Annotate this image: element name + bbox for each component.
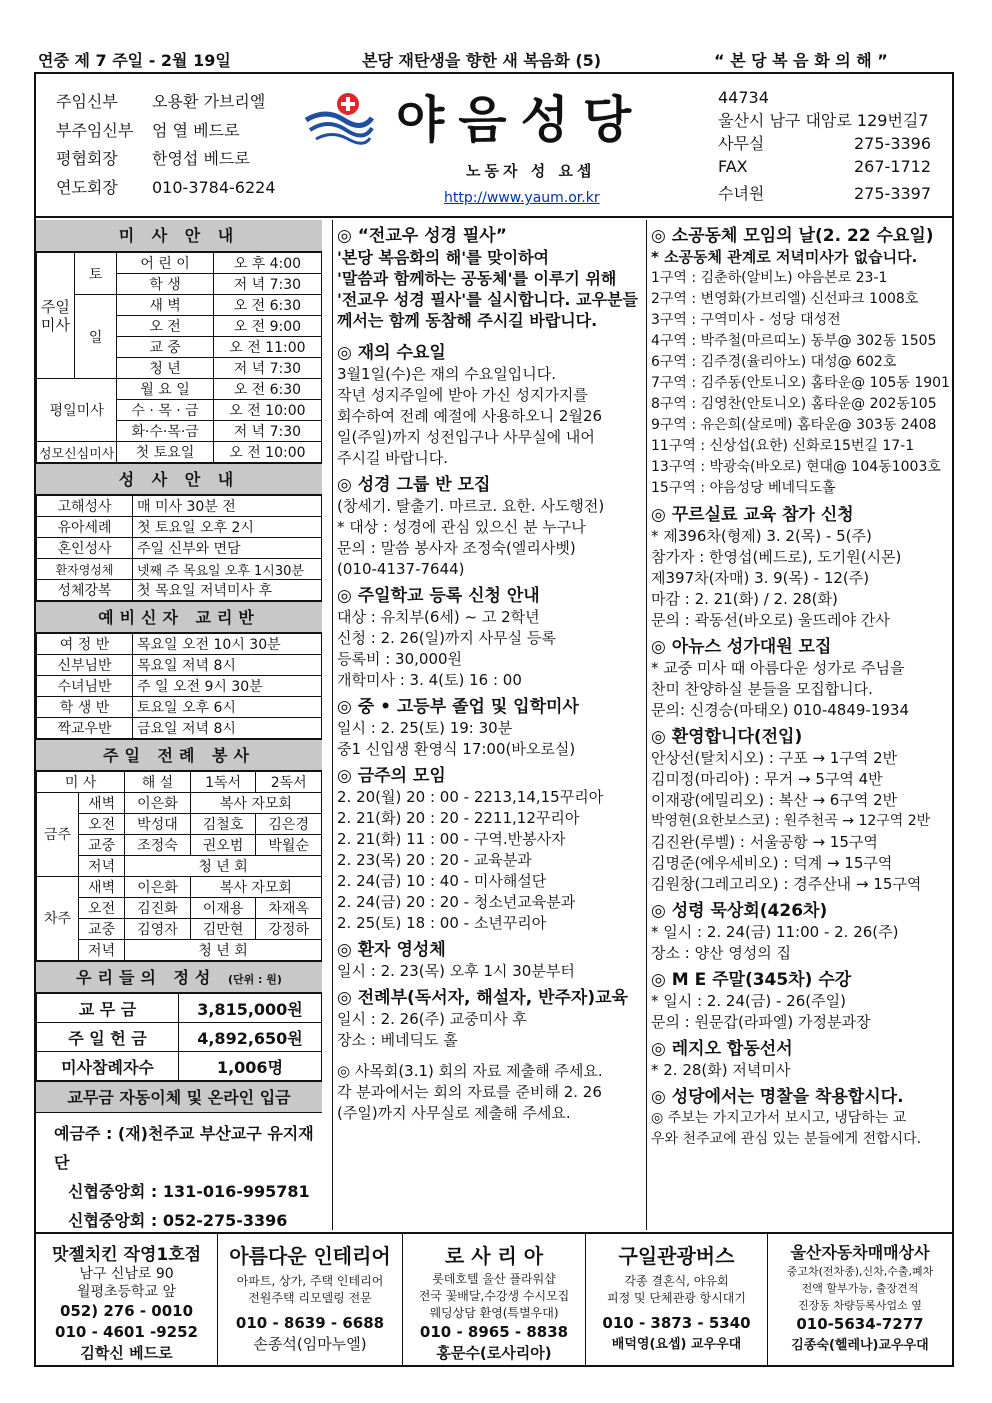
mass-name: 어 린 이 bbox=[117, 253, 213, 274]
mass-time: 오 전 10:00 bbox=[213, 400, 321, 421]
ad-rosaria bbox=[403, 1234, 586, 1367]
district-item: 13구역 : 박광숙(바오로) 현대@ 104동1003호 bbox=[651, 459, 941, 475]
mass-name: 학 생 bbox=[117, 274, 213, 295]
welcome-item: 김명준(에우세비오) : 덕계 → 15구역 bbox=[651, 854, 893, 872]
sacrament-name: 고해성사 bbox=[37, 496, 133, 517]
staff-label: 부주임신부 bbox=[56, 120, 134, 140]
notice-line: 2. 20(월) 20 : 00 - 2213,14,15꾸리아 bbox=[337, 788, 604, 806]
office-phone: 275-3396 bbox=[854, 134, 932, 153]
mass-name: 오 전 bbox=[117, 316, 213, 337]
sacrament-info: 첫 목요일 저녁미사 후 bbox=[133, 580, 322, 601]
sacrament-name: 유아세례 bbox=[37, 517, 133, 538]
notice-line: 찬미 찬양하실 분들을 모집합니다. bbox=[651, 680, 873, 698]
ad-line: 각종 결혼식, 야유회 bbox=[624, 1274, 729, 1288]
mass-slot: 교중 bbox=[79, 919, 125, 940]
notice-line: 문의 : 원문갑(라파엘) 가정분과장 bbox=[651, 1013, 871, 1031]
reader: 복사 자모회 bbox=[190, 793, 321, 814]
bank-info bbox=[36, 1113, 322, 1235]
notice-line: ◎ 주보는 가지고가서 보시고, 냉담하는 교 bbox=[651, 1110, 907, 1126]
section-title: ◎ 전례부(독서자, 해설자, 반주자)교육 bbox=[337, 988, 628, 1008]
class-time: 금요일 저녁 8시 bbox=[133, 718, 322, 739]
notice-line: * 소공동체 관계로 저녁미사가 없습니다. bbox=[651, 248, 918, 266]
notice-line: 장소 : 양산 영성의 집 bbox=[651, 944, 792, 962]
notice-line: ◎ 사목회(3.1) 회의 자료 제출해 주세요. bbox=[337, 1062, 603, 1080]
notice-line: * 2. 28(화) 저녁미사 bbox=[651, 1061, 791, 1079]
mass-time: 오 전 6:30 bbox=[213, 379, 321, 400]
section-title: ◎ 성당에서는 명찰을 착용합시다. bbox=[651, 1087, 904, 1107]
notice-line: 일시 : 2. 23(목) 오후 1시 30분부터 bbox=[337, 962, 575, 980]
offering-header bbox=[36, 961, 322, 993]
parish-title: 야음성당 bbox=[396, 91, 646, 149]
sacred-heart-label: 성모신심미사 bbox=[37, 442, 117, 463]
sacrament-table bbox=[36, 495, 322, 601]
bank-header: 교무금 자동이체 및 온라인 입금 bbox=[36, 1081, 322, 1113]
notice-line: (창세기. 탈출기. 마르코. 요한. 사도행전) bbox=[337, 497, 605, 515]
ad-phone: 052) 276 - 0010 bbox=[59, 1302, 194, 1320]
notice-line: * 일시 : 2. 24(금) - 26(주일) bbox=[651, 992, 846, 1010]
ad-line: 전원주택 리모델링 전문 bbox=[248, 1291, 372, 1305]
ad-line: 웨딩상담 환영(특별우대) bbox=[429, 1306, 559, 1320]
zip-code: 44734 bbox=[718, 88, 769, 107]
account-number: 신협중앙회 : 131-016-995781 bbox=[68, 1182, 310, 1201]
youth-group: 청 년 회 bbox=[125, 856, 322, 877]
district-item: 11구역 : 신상섭(요한) 신화로15번길 17-1 bbox=[651, 438, 915, 454]
notice-line: * 대상 : 성경에 관심 있으신 분 누구나 bbox=[337, 518, 586, 536]
section-title: ◎ 성경 그룹 반 모집 bbox=[337, 475, 491, 495]
ad-phone: 010 - 8639 - 6688 bbox=[235, 1314, 385, 1332]
reader: 권오범 bbox=[190, 835, 256, 856]
mass-name: 수 · 목 · 금 bbox=[117, 400, 213, 421]
ad-line: 피정 및 단체관광 항시대기 bbox=[607, 1291, 746, 1305]
notice-line: 장소 : 베네딕도 홀 bbox=[337, 1031, 458, 1049]
sacrament-info: 매 미사 30분 전 bbox=[133, 496, 322, 517]
sacrament-header: 성 사 안 내 bbox=[36, 463, 322, 495]
sacrament-name: 성체강복 bbox=[37, 580, 133, 601]
mass-slot: 저녁 bbox=[79, 940, 125, 961]
this-week-label: 금주 bbox=[37, 793, 79, 877]
staff-label: 주임신부 bbox=[56, 92, 118, 111]
district-item: 6구역 : 김주경(율리아노) 대성@ 602호 bbox=[651, 354, 897, 370]
ad-owner: 김학신 베드로 bbox=[80, 1344, 173, 1362]
liturgy-header: 주일 전례 봉사 bbox=[36, 739, 322, 771]
ad-line: 전액 할부가능, 출장견적 bbox=[801, 1282, 919, 1295]
mass-time: 오 전 6:30 bbox=[213, 295, 321, 316]
notice-line: 주시길 바랍니다. bbox=[337, 449, 448, 467]
ad-phone: 010 - 8965 - 8838 bbox=[419, 1323, 569, 1341]
offering-value: 3,815,000원 bbox=[179, 994, 322, 1023]
saturday-label: 토 bbox=[74, 253, 117, 295]
welcome-item: 김진완(루벨) : 서울공항 → 15구역 bbox=[651, 833, 878, 851]
youth-group: 청 년 회 bbox=[125, 940, 322, 961]
district-item: 15구역 : 야음성당 베네딕도홀 bbox=[651, 480, 836, 496]
notice-line: 대상 : 유치부(6세) ~ 고 2학년 bbox=[337, 608, 540, 626]
notice-line: 2. 24(금) 20 : 20 - 청소년교육분과 bbox=[337, 893, 576, 911]
notice-line: 작년 성지주일에 받아 가신 성지가지를 bbox=[337, 386, 588, 404]
mass-time: 오 전 9:00 bbox=[213, 316, 321, 337]
welcome-item: 박영현(요한보스코) : 원주천곡 → 12구역 2반 bbox=[651, 813, 931, 829]
commentator: 조정숙 bbox=[125, 835, 191, 856]
sunday-mass-label: 주일미사 bbox=[37, 253, 75, 379]
notice-line: 참가자 : 한영섭(베드로), 도기원(시몬) bbox=[651, 548, 902, 566]
mass-table bbox=[36, 252, 322, 463]
staff-value: 010-3784-6224 bbox=[152, 177, 276, 197]
fax-number: 267-1712 bbox=[854, 157, 932, 176]
notice-line: 2. 21(화) 11 : 00 - 구역.반봉사자 bbox=[337, 830, 566, 848]
masthead bbox=[36, 74, 952, 218]
district-item: 2구역 : 변영화(가브리엘) 신선파크 1008호 bbox=[651, 291, 919, 307]
class-name: 여 정 반 bbox=[37, 634, 133, 655]
liturgy-col: 2독서 bbox=[256, 772, 322, 793]
notice-line: * 제396차(형제) 3. 2(목) - 5(주) bbox=[651, 527, 872, 545]
ad-owner: 배덕영(요셉) 교우우대 bbox=[611, 1337, 742, 1352]
ad-chicken bbox=[36, 1234, 218, 1367]
reader: 강정하 bbox=[256, 919, 322, 940]
class-name: 수녀님반 bbox=[37, 676, 133, 697]
mass-slot: 교중 bbox=[79, 835, 125, 856]
patron-saint: 노동자 성 요셉 bbox=[466, 162, 596, 180]
mass-time: 저 녁 7:30 bbox=[213, 358, 321, 379]
parish-url-link[interactable]: http://www.yaum.or.kr bbox=[444, 190, 600, 206]
section-title: ◎ 레지오 합동선서 bbox=[651, 1039, 793, 1059]
commentator: 이은화 bbox=[125, 877, 191, 898]
district-item: 7구역 : 김주동(안토니오) 홈타운@ 105동 1901 bbox=[651, 375, 950, 391]
ad-owner: 김종숙(헬레나)교우우대 bbox=[791, 1338, 929, 1353]
notice-line: 제397차(자매) 3. 9(목) - 12(주) bbox=[651, 569, 870, 587]
district-item: 8구역 : 김영찬(안토니오) 홈타운@ 202동105 bbox=[651, 396, 937, 412]
mass-name: 청 년 bbox=[117, 358, 213, 379]
notice-line: 문의 : 말씀 봉사자 조정숙(엘리사벳) bbox=[337, 539, 576, 557]
section-title: ◎ 소공동체 모임의 날(2. 22 수요일) bbox=[651, 226, 934, 246]
liturgy-col: 1독서 bbox=[190, 772, 256, 793]
sunday-label: 일 bbox=[74, 295, 117, 379]
notice-line: 3월1일(수)은 재의 수요일입니다. bbox=[337, 365, 556, 383]
ad-line: 진장동 차량등록사업소 옆 bbox=[798, 1299, 922, 1312]
notice-line: 2. 21(화) 20 : 20 - 2211,12꾸리아 bbox=[337, 809, 580, 827]
ad-title: 구일관광버스 bbox=[618, 1244, 735, 1268]
mass-time: 저 녁 7:30 bbox=[213, 421, 321, 442]
notice-line: (010-4137-7644) bbox=[337, 560, 465, 578]
ad-title: 아름다운 인테리어 bbox=[229, 1244, 391, 1268]
notice-line: 문의: 신경승(마태오) 010-4849-1934 bbox=[651, 701, 910, 719]
welcome-item: 안상선(탈치시오) : 구포 → 1구역 2반 bbox=[651, 749, 898, 767]
notice-line: 개학미사 : 3. 4(토) 16 : 00 bbox=[337, 671, 522, 689]
notice-line: * 일시 : 2. 24(금) 11:00 - 2. 26(주) bbox=[651, 923, 899, 941]
series-title: 본당 재탄생을 향한 새 복음화 (5) bbox=[362, 51, 602, 70]
reader: 김철호 bbox=[190, 814, 256, 835]
reader: 김은경 bbox=[256, 814, 322, 835]
liturgy-table bbox=[36, 771, 322, 961]
liturgical-date: 연중 제 7 주일 - 2월 19일 bbox=[38, 51, 231, 70]
notice-line: 일(주일)까지 성전입구나 사무실에 내어 bbox=[337, 428, 595, 446]
welcome-item: 김미정(마리아) : 무거 → 5구역 4반 bbox=[651, 770, 883, 788]
district-item: 9구역 : 유은희(살로메) 홈타운@ 303동 2408 bbox=[651, 417, 937, 433]
street-address: 울산시 남구 대암로 129번길7 bbox=[718, 111, 929, 130]
staff-label: 연도회장 bbox=[56, 177, 118, 197]
notice-line: '말씀과 함께하는 공동체'를 이루기 위해 bbox=[337, 269, 617, 288]
weekday-mass-label: 평일미사 bbox=[37, 379, 117, 442]
mass-time: 오 전 11:00 bbox=[213, 337, 321, 358]
ad-line: 월평초등학교 앞 bbox=[76, 1284, 177, 1300]
notice-line: 회수하여 전례 예절에 사용하오니 2월26 bbox=[337, 407, 603, 425]
class-time: 목요일 오전 10시 30분 bbox=[133, 634, 322, 655]
section-title: ◎ “전교우 성경 필사” bbox=[337, 226, 507, 246]
ad-owner: 홍문수(로사리아) bbox=[436, 1344, 552, 1362]
mass-name: 화·수·목·금 bbox=[117, 421, 213, 442]
staff-value: 오용환 가브리엘 bbox=[152, 92, 266, 111]
sacrament-info: 넷째 주 목요일 오후 1시30분 bbox=[133, 559, 322, 580]
commentator: 이은화 bbox=[125, 793, 191, 814]
class-name: 학 생 반 bbox=[37, 697, 133, 718]
parish-logo-icon bbox=[304, 88, 374, 146]
sacrament-info: 첫 토요일 오후 2시 bbox=[133, 517, 322, 538]
ad-title: 울산자동차매매상사 bbox=[790, 1243, 930, 1262]
sacrament-name: 혼인성사 bbox=[37, 538, 133, 559]
bulletin-frame bbox=[34, 72, 954, 1367]
right-column bbox=[646, 220, 952, 1230]
staff-value: 한영섭 베드로 bbox=[152, 149, 250, 168]
notice-line: * 교중 미사 때 아름다운 성가로 주님을 bbox=[651, 659, 905, 677]
ad-title: 로 사 리 아 bbox=[444, 1244, 544, 1268]
mass-slot: 저녁 bbox=[79, 856, 125, 877]
class-time: 주 일 오전 9시 30분 bbox=[133, 676, 322, 697]
fax-label: FAX bbox=[718, 157, 748, 176]
ad-title: 맛젤치킨 작영1호점 bbox=[51, 1245, 202, 1265]
reader: 차재옥 bbox=[256, 898, 322, 919]
notice-line: 중1 신입생 환영식 17:00(바오로실) bbox=[337, 740, 576, 758]
class-name: 짝교우반 bbox=[37, 718, 133, 739]
mass-slot: 새벽 bbox=[79, 877, 125, 898]
welcome-item: 김원창(그레고리오) : 경주산내 → 15구역 bbox=[651, 875, 922, 893]
notice-line: '본당 복음화의 해'를 맞이하여 bbox=[337, 248, 549, 267]
account-holder: 예금주 : (재)천주교 부산교구 유지재단 bbox=[54, 1124, 314, 1172]
notice-line: (주일)까지 사무실로 제출해 주세요. bbox=[337, 1104, 571, 1122]
ad-line: 전국 꽃배달,수강생 수시모집 bbox=[418, 1289, 570, 1303]
sacrament-name: 환자영성체 bbox=[37, 559, 133, 580]
welcome-item: 이재광(에밀리오) : 복산 → 6구역 2반 bbox=[651, 791, 898, 809]
mass-name: 월 요 일 bbox=[117, 379, 213, 400]
reader: 박월순 bbox=[256, 835, 322, 856]
reader: 김만현 bbox=[190, 919, 256, 940]
ad-line: 남구 신남로 90 bbox=[79, 1266, 174, 1282]
reader: 이재용 bbox=[190, 898, 256, 919]
offering-table bbox=[36, 993, 322, 1081]
mass-name: 첫 토요일 bbox=[117, 442, 213, 463]
catechumen-header: 예비신자 교리반 bbox=[36, 601, 322, 633]
liturgy-col: 해 설 bbox=[125, 772, 191, 793]
convent-label: 수녀원 bbox=[718, 184, 765, 203]
notice-line: 문의 : 곽동선(바오로) 울뜨레야 간사 bbox=[651, 611, 890, 629]
notice-line: 마감 : 2. 21(화) / 2. 28(화) bbox=[651, 590, 838, 608]
section-title: ◎ 꾸르실료 교육 참가 신청 bbox=[651, 505, 854, 525]
offering-value: 4,892,650원 bbox=[179, 1023, 322, 1052]
class-time: 토요일 오후 6시 bbox=[133, 697, 322, 718]
mass-name: 교 중 bbox=[117, 337, 213, 358]
commentator: 김진화 bbox=[125, 898, 191, 919]
ad-line: 아파트, 상가, 주택 인테리어 bbox=[236, 1274, 384, 1288]
mass-slot: 새벽 bbox=[79, 793, 125, 814]
mass-slot: 오전 bbox=[79, 898, 125, 919]
notice-line: '전교우 성경 필사'를 실시합니다. 교우분들 bbox=[337, 290, 638, 309]
liturgy-col: 미 사 bbox=[37, 772, 125, 793]
notice-line: 우와 천주교에 관심 있는 분들에게 전합시다. bbox=[651, 1131, 922, 1147]
district-item: 1구역 : 김춘하(알비노) 야음본로 23-1 bbox=[651, 270, 888, 286]
notice-line: 2. 23(목) 20 : 20 - 교육분과 bbox=[337, 851, 532, 869]
mass-time: 저 녁 7:30 bbox=[213, 274, 321, 295]
ad-phone: 010-5634-7277 bbox=[796, 1315, 924, 1333]
section-title: ◎ 주일학교 등록 신청 안내 bbox=[337, 586, 540, 606]
ad-owner: 손종석(임마누엘) bbox=[253, 1335, 367, 1353]
reader: 복사 자모회 bbox=[190, 877, 321, 898]
office-label: 사무실 bbox=[718, 134, 765, 153]
section-title: ◎ 환영합니다(전입) bbox=[651, 727, 803, 747]
section-title: ◎ 성령 묵상회(426차) bbox=[651, 901, 828, 921]
ad-phone: 010 - 4601 -9252 bbox=[55, 1323, 198, 1341]
commentator: 박성대 bbox=[125, 814, 191, 835]
staff-value: 엄 열 베드로 bbox=[152, 120, 240, 140]
mass-name: 새 벽 bbox=[117, 295, 213, 316]
staff-list bbox=[56, 88, 276, 202]
section-title: ◎ 중 • 고등부 졸업 및 입학미사 bbox=[337, 697, 579, 717]
notice-line: 2. 24(금) 10 : 40 - 미사해설단 bbox=[337, 872, 547, 890]
section-title: ◎ 재의 수요일 bbox=[337, 343, 446, 363]
ad-line: 롯데호텔 울산 플라워샵 bbox=[432, 1272, 556, 1286]
notice-line: 일시 : 2. 26(주) 교중미사 후 bbox=[337, 1010, 527, 1028]
mass-slot: 오전 bbox=[79, 814, 125, 835]
ad-phone: 010 - 3873 - 5340 bbox=[602, 1314, 751, 1332]
district-item: 4구역 : 박주철(마르띠노) 동부@ 302동 1505 bbox=[651, 333, 937, 349]
staff-label: 평협회장 bbox=[56, 149, 118, 168]
notice-line: 각 분과에서는 회의 자료를 준비해 2. 26 bbox=[337, 1083, 602, 1101]
contact-info bbox=[718, 86, 931, 205]
commentator: 김영자 bbox=[125, 919, 191, 940]
mass-time: 오 전 10:00 bbox=[213, 442, 321, 463]
left-column bbox=[36, 220, 322, 1235]
offering-unit: (단위 : 원) bbox=[227, 973, 282, 986]
class-name: 신부님반 bbox=[37, 655, 133, 676]
catechumen-table bbox=[36, 633, 322, 739]
offering-title: 우리들의 정성 bbox=[76, 968, 217, 987]
ad-line: 중고차(전차종),신차,수출,폐차 bbox=[786, 1265, 934, 1278]
offering-name: 교 무 금 bbox=[37, 994, 179, 1023]
offering-value: 1,006명 bbox=[179, 1052, 322, 1081]
mass-header: 미 사 안 내 bbox=[36, 220, 322, 252]
notice-line: 신청 : 2. 26(일)까지 사무실 등록 bbox=[337, 629, 556, 647]
header-bar bbox=[38, 48, 954, 70]
ad-strip bbox=[36, 1232, 952, 1365]
notice-line: 2. 25(토) 18 : 00 - 소년꾸리아 bbox=[337, 914, 547, 932]
class-time: 목요일 저녁 8시 bbox=[133, 655, 322, 676]
next-week-label: 차주 bbox=[37, 877, 79, 961]
offering-name: 미사참례자수 bbox=[37, 1052, 179, 1081]
ad-car-dealer bbox=[768, 1234, 952, 1367]
district-item: 3구역 : 구역미사 - 성당 대성전 bbox=[651, 312, 841, 328]
notice-line: 일시 : 2. 25(토) 19: 30분 bbox=[337, 719, 513, 737]
offering-name: 주 일 헌 금 bbox=[37, 1023, 179, 1052]
ad-bus bbox=[586, 1234, 768, 1367]
account-number: 신협중앙회 : 052-275-3396 bbox=[68, 1211, 288, 1230]
notice-line: 께서는 함께 동참해 주시길 바랍니다. bbox=[337, 311, 598, 330]
notice-line: 등록비 : 30,000원 bbox=[337, 650, 463, 668]
middle-column bbox=[332, 220, 638, 1230]
section-title: ◎ M E 주말(345차) 수강 bbox=[651, 970, 852, 990]
ad-interior bbox=[218, 1234, 403, 1367]
convent-phone: 275-3397 bbox=[854, 184, 932, 203]
motto: “ 본 당 복 음 화 의 해 ” bbox=[714, 51, 888, 70]
section-title: ◎ 아뉴스 성가대원 모집 bbox=[651, 637, 832, 657]
section-title: ◎ 금주의 모임 bbox=[337, 766, 446, 786]
section-title: ◎ 환자 영성체 bbox=[337, 940, 446, 960]
sacrament-info: 주일 신부와 면담 bbox=[133, 538, 322, 559]
mass-time: 오 후 4:00 bbox=[213, 253, 321, 274]
